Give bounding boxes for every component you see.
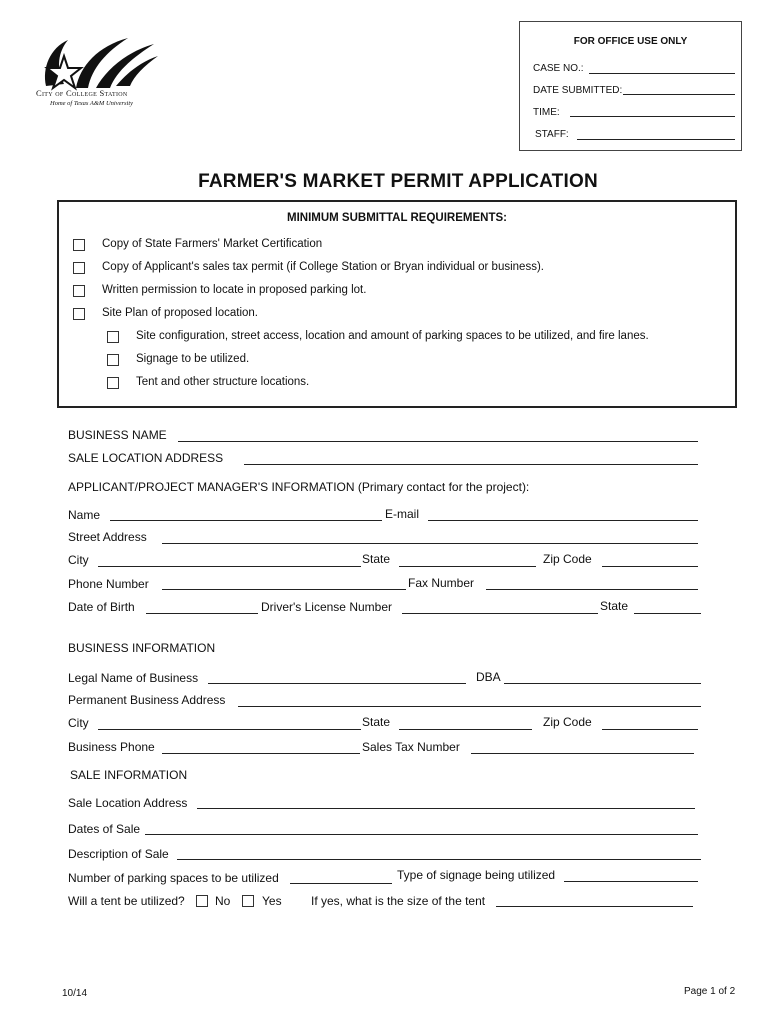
city-logo-emblem bbox=[36, 36, 160, 92]
date-submitted-field[interactable] bbox=[623, 94, 735, 95]
sale-info-heading: SALE INFORMATION bbox=[70, 768, 188, 782]
requirements-box bbox=[57, 200, 737, 408]
requirement-sub-checkbox[interactable] bbox=[107, 377, 119, 389]
business-state-label: State bbox=[362, 715, 391, 729]
tent-yes-checkbox[interactable] bbox=[242, 895, 254, 907]
description-field[interactable] bbox=[177, 859, 701, 860]
phone-field[interactable] bbox=[162, 589, 406, 590]
city-logo-name: City of College Station bbox=[36, 88, 128, 98]
state-field[interactable] bbox=[399, 566, 536, 567]
city-logo bbox=[36, 36, 160, 116]
requirement-checkbox[interactable] bbox=[73, 262, 85, 274]
parking-spaces-label: Number of parking spaces to be utilized bbox=[68, 871, 279, 885]
tent-no-checkbox[interactable] bbox=[196, 895, 208, 907]
email-field[interactable] bbox=[428, 520, 698, 521]
dates-of-sale-label: Dates of Sale bbox=[68, 822, 141, 836]
tent-yes-label: Yes bbox=[262, 894, 282, 908]
time-field[interactable] bbox=[570, 116, 735, 117]
dba-label: DBA bbox=[476, 670, 501, 684]
office-use-header: FOR OFFICE USE ONLY bbox=[573, 36, 688, 47]
name-field[interactable] bbox=[110, 520, 382, 521]
business-zip-field[interactable] bbox=[602, 729, 698, 730]
tent-no-label: No bbox=[215, 894, 231, 908]
dba-field[interactable] bbox=[504, 683, 701, 684]
page-number: Page 1 of 2 bbox=[684, 986, 736, 997]
tent-size-label: If yes, what is the size of the tent bbox=[311, 894, 486, 908]
sale-location-field[interactable] bbox=[244, 464, 698, 465]
name-label: Name bbox=[68, 508, 101, 522]
city-logo-tagline: Home of Texas A&M University bbox=[50, 100, 134, 107]
date-submitted-label: DATE SUBMITTED: bbox=[533, 85, 623, 96]
dates-of-sale-field[interactable] bbox=[145, 834, 698, 835]
zip-label: Zip Code bbox=[543, 552, 592, 566]
dob-field[interactable] bbox=[146, 613, 258, 614]
business-name-field[interactable] bbox=[178, 441, 698, 442]
requirement-item: Written permission to locate in proposed parking lot. bbox=[102, 284, 367, 296]
drivers-license-field[interactable] bbox=[402, 613, 598, 614]
city-label: City bbox=[68, 553, 89, 567]
fax-field[interactable] bbox=[486, 589, 698, 590]
business-phone-field[interactable] bbox=[162, 753, 360, 754]
description-label: Description of Sale bbox=[68, 847, 169, 861]
time-label: TIME: bbox=[533, 107, 560, 118]
street-address-field[interactable] bbox=[162, 543, 698, 544]
legal-name-field[interactable] bbox=[208, 683, 466, 684]
state-label: State bbox=[362, 552, 391, 566]
form-version: 10/14 bbox=[62, 988, 88, 999]
business-state-field[interactable] bbox=[399, 729, 532, 730]
office-use-box bbox=[519, 21, 742, 151]
page-title: FARMER'S MARKET PERMIT APPLICATION bbox=[198, 171, 598, 192]
business-city-label: City bbox=[68, 716, 89, 730]
case-no-label: CASE NO.: bbox=[533, 63, 584, 74]
zip-field[interactable] bbox=[602, 566, 698, 567]
requirement-item: Site Plan of proposed location. bbox=[102, 307, 258, 319]
street-address-label: Street Address bbox=[68, 530, 147, 544]
dl-state-label: State bbox=[600, 599, 629, 613]
business-zip-label: Zip Code bbox=[543, 715, 592, 729]
business-city-field[interactable] bbox=[98, 729, 361, 730]
business-phone-label: Business Phone bbox=[68, 740, 155, 754]
business-info-heading: BUSINESS INFORMATION bbox=[68, 641, 216, 655]
staff-label: STAFF: bbox=[535, 129, 569, 140]
business-name-label: BUSINESS NAME bbox=[68, 428, 167, 442]
requirement-item: Copy of Applicant's sales tax permit (if College Station or Bryan individual or business). bbox=[102, 261, 544, 273]
tent-size-field[interactable] bbox=[496, 906, 693, 907]
requirement-checkbox[interactable] bbox=[73, 285, 85, 297]
signage-type-label: Type of signage being utilized bbox=[397, 868, 556, 882]
business-address-field[interactable] bbox=[238, 706, 701, 707]
requirement-checkbox[interactable] bbox=[73, 239, 85, 251]
sales-tax-label: Sales Tax Number bbox=[362, 740, 460, 754]
sale-location-address-field[interactable] bbox=[197, 808, 695, 809]
sale-location-address-label: Sale Location Address bbox=[68, 796, 188, 810]
requirement-sub-checkbox[interactable] bbox=[107, 331, 119, 343]
requirement-checkbox[interactable] bbox=[73, 308, 85, 320]
dl-state-field[interactable] bbox=[634, 613, 701, 614]
staff-field[interactable] bbox=[577, 139, 735, 140]
sale-location-label: SALE LOCATION ADDRESS bbox=[68, 451, 224, 465]
tent-question-label: Will a tent be utilized? bbox=[68, 894, 185, 908]
requirement-sub-checkbox[interactable] bbox=[107, 354, 119, 366]
applicant-heading: APPLICANT/PROJECT MANAGER'S INFORMATION (Primary contact for the project): bbox=[68, 480, 530, 494]
drivers-license-label: Driver's License Number bbox=[261, 600, 392, 614]
legal-name-label: Legal Name of Business bbox=[68, 671, 199, 685]
email-label: E-mail bbox=[385, 507, 420, 521]
requirement-sub-item: Tent and other structure locations. bbox=[136, 376, 310, 388]
fax-label: Fax Number bbox=[408, 576, 475, 590]
sales-tax-field[interactable] bbox=[471, 753, 694, 754]
requirements-heading: MINIMUM SUBMITTAL REQUIREMENTS: bbox=[287, 212, 507, 224]
city-field[interactable] bbox=[98, 566, 361, 567]
phone-label: Phone Number bbox=[68, 577, 149, 591]
dob-label: Date of Birth bbox=[68, 600, 135, 614]
requirement-sub-item: Site configuration, street access, location and amount of parking spaces to be utilized, and fire lanes. bbox=[136, 330, 649, 342]
requirement-item: Copy of State Farmers' Market Certification bbox=[102, 238, 323, 250]
business-address-label: Permanent Business Address bbox=[68, 693, 226, 707]
parking-spaces-field[interactable] bbox=[290, 883, 392, 884]
signage-type-field[interactable] bbox=[564, 881, 698, 882]
case-no-field[interactable] bbox=[589, 73, 735, 74]
requirement-sub-item: Signage to be utilized. bbox=[136, 353, 250, 365]
